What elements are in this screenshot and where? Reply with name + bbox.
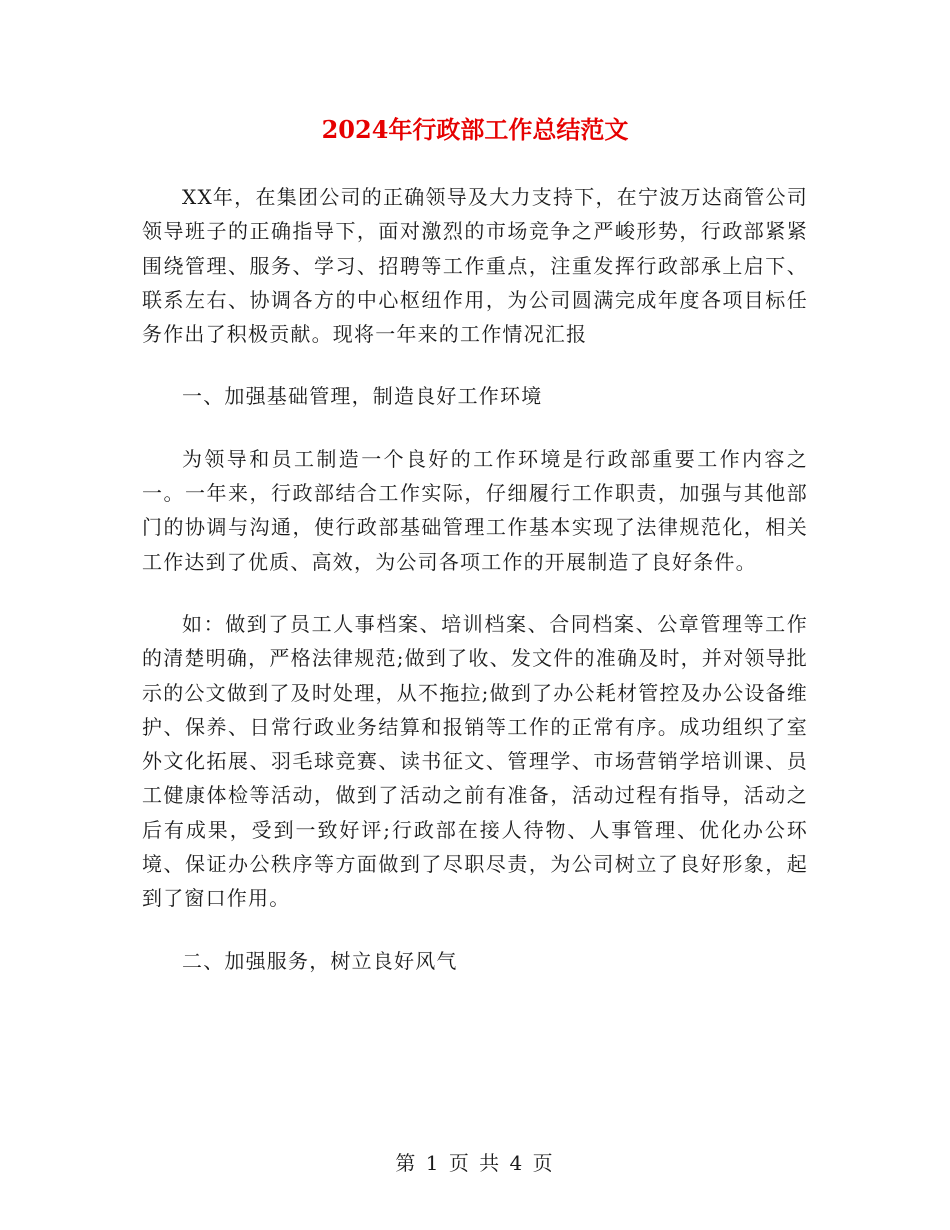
document-title: 2024年行政部工作总结范文 (321, 115, 629, 144)
paragraph-intro: XX年，在集团公司的正确领导及大力支持下，在宁波万达商管公司领导班子的正确指导下，面对激烈的市场竞争之严峻形势，行政部紧紧围绕管理、服务、学习、招聘等工作重点，注重发挥行政部承上启下、联系左右、协调各方的中心枢纽作用，为公司圆满完成年度各项目标任务作出了积极贡献。现将一年来的工作情况汇报 (142, 185, 808, 347)
section-heading-2: 二、加强服务，树立良好风气 (182, 948, 458, 973)
page-number-footer: 第 1 页 共 4 页 (395, 1151, 555, 1175)
section-heading-1: 一、加强基础管理，制造良好工作环境 (182, 384, 543, 409)
paragraph-section-1: 为领导和员工制造一个良好的工作环境是行政部重要工作内容之一。一年来，行政部结合工作实际，仔细履行工作职责，加强与其他部门的协调与沟通，使行政部基础管理工作基本实现了法律规范化，相关工作达到了优质、高效，为公司各项工作的开展制造了良好条件。 (142, 446, 808, 574)
document-body (142, 180, 808, 978)
paragraph-examples: 如：做到了员工人事档案、培训档案、合同档案、公章管理等工作的清楚明确，严格法律规范;做到了收、发文件的准确及时，并对领导批示的公文做到了及时处理，从不拖拉;做到了办公耗材管控及办公设备维护、保养、日常行政业务结算和报销等工作的正常有序。成功组织了室外文化拓展、羽毛球竞赛、读书征文、管理学、市场营销学培训课、员工健康体检等活动，做到了活动之前有准备，活动过程有指导，活动之后有成果，受到一致好评;行政部在接人待物、人事管理、优化办公环境、保证办公秩序等方面做到了尽职尽责，为公司树立了良好形象，起到了窗口作用。 (142, 611, 808, 911)
